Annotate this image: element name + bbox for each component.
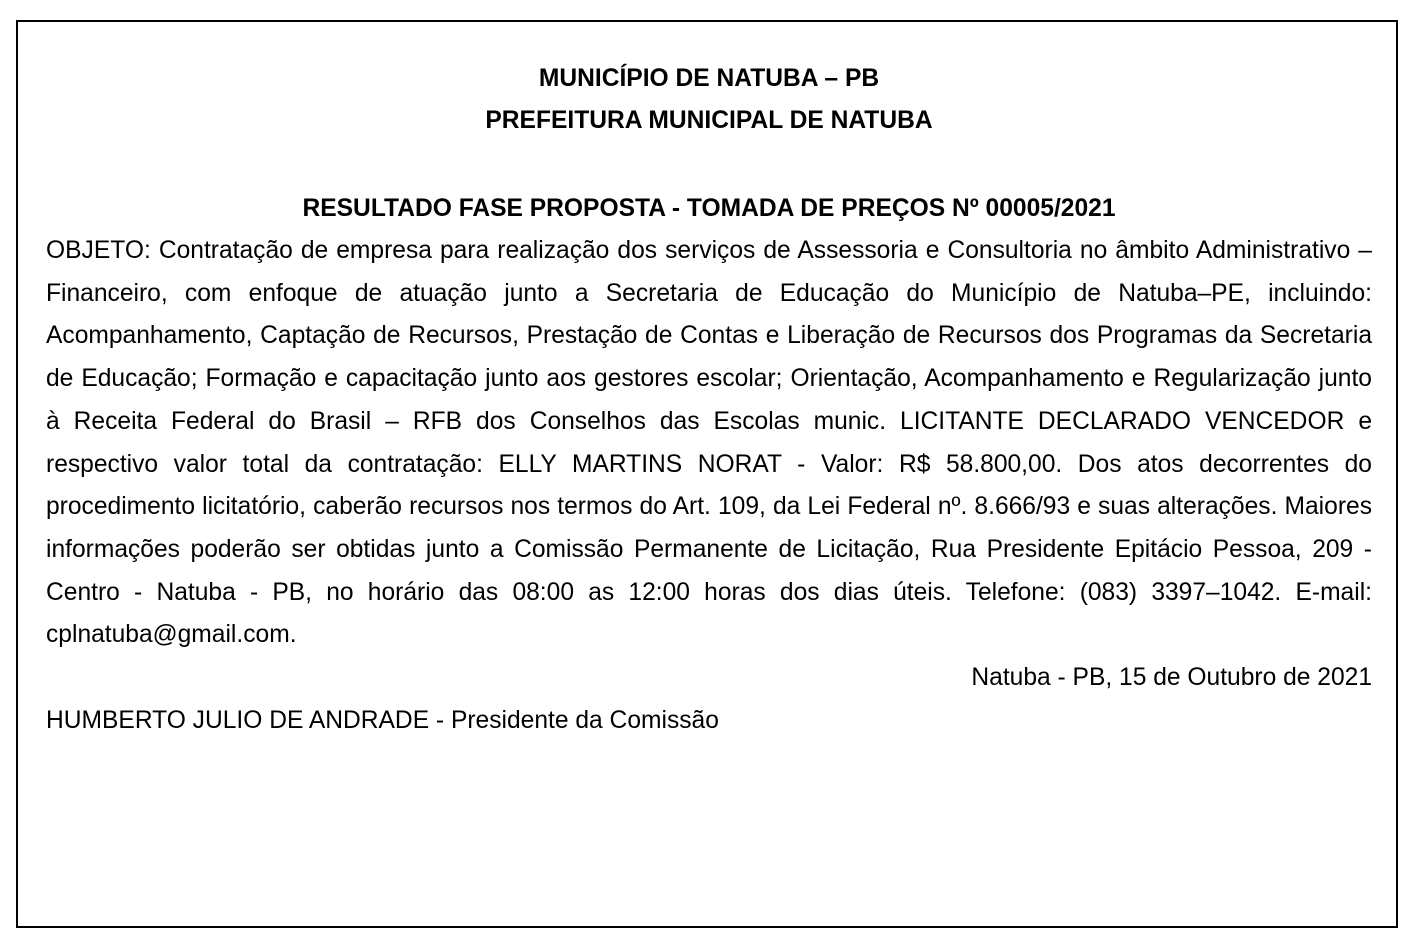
document-content — [46, 58, 1372, 742]
heading-spacer — [46, 142, 1372, 188]
municipality-heading: MUNICÍPIO DE NATUBA – PB — [538, 65, 880, 92]
notice-title: RESULTADO FASE PROPOSTA - TOMADA DE PREÇOS Nº 00005/2021 — [302, 195, 1116, 222]
prefecture-heading: PREFEITURA MUNICIPAL DE NATUBA — [485, 107, 933, 134]
notice-body: OBJETO: Contratação de empresa para realização dos serviços de Assessoria e Consultoria no âmbito Administrativo – Financeiro, com enfoque de atuação junto a Secretaria de Educação do Município de Natuba–PE, incluindo: Acompanhamento, Captação de Recursos, Prestação de Contas e Liberação de Recursos dos Programas da Secretaria de Educação; Formação e capacitação junto aos gestores escolar; Orientação, Acompanhamento e Regularização junto à Receita Federal do Brasil – RFB dos Conselhos das Escolas munic. LICITANTE DECLARADO VENCEDOR e respectivo valor total da contratação: ELLY MARTINS NORAT - Valor: R$ 58.800,00. Dos atos decorrentes do procedimento licitatório, caberão recursos nos termos do Art. 109, da Lei Federal nº. 8.666/93 e suas alterações. Maiores informações poderão ser obtidas junto a Comissão Permanente de Licitação, Rua Presidente Epitácio Pessoa, 209 - Centro - Natuba - PB, no horário das 08:00 as 12:00 horas dos dias úteis. Telefone: (083) 3397–1042. E-mail: cplnatuba@gmail.com. — [46, 237, 1372, 649]
signature-line: HUMBERTO JULIO DE ANDRADE - Presidente da Comissão — [46, 706, 719, 734]
notice-date: Natuba - PB, 15 de Outubro de 2021 — [971, 664, 1372, 692]
